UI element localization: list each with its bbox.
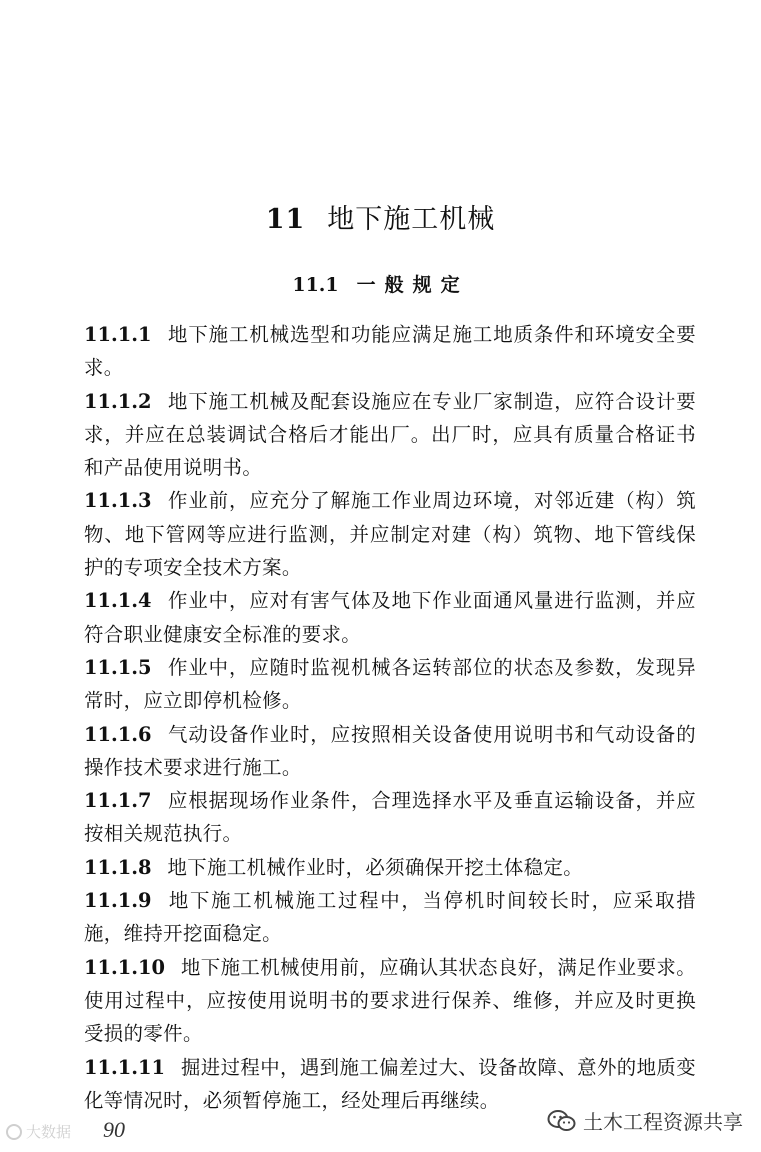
clause-number: 11.1.1 [84,323,152,346]
clause-paragraph [84,884,696,951]
clause-text: 地下施工机械作业时，必须确保开挖土体稳定。 [167,855,584,879]
clause-number: 11.1.4 [84,589,152,613]
clause-number: 11.1.2 [84,389,152,413]
clause-paragraph [84,385,696,485]
clause-number: 11.1.9 [84,889,152,913]
clause-number: 11.1.7 [84,789,152,813]
clause-text: 地下施工机械使用前，应确认其状态良好，满足作业要求。使用过程中，应按使用说明书的要求进行保养、维修，并应及时更换受损的零件。 [84,955,696,1046]
clause-number: 11.1.5 [84,655,152,679]
clause-paragraph [84,718,696,785]
page-number: 90 [103,1117,125,1142]
clause-text: 应根据现场作业条件，合理选择水平及垂直运输设备，并应按相关规范执行。 [84,789,696,846]
watermark-left [6,1121,71,1142]
clause-number: 11.1.3 [84,489,152,513]
clause-text: 地下施工机械及配套设施应在专业厂家制造，应符合设计要求，并应在总装调试合格后才能出厂。出厂时，应具有质量合格证书和产品使用说明书。 [84,389,696,480]
clause-text: 地下施工机械施工过程中，当停机时间较长时，应采取措施，维持开挖面稳定。 [84,889,696,946]
clause-text: 掘进过程中，遇到施工偏差过大、设备故障、意外的地质变化等情况时，必须暂停施工，经处理后再继续。 [84,1055,696,1112]
wechat-icon [547,1109,577,1133]
clause-number: 11.1.6 [84,722,152,746]
section-number: 11.1 [292,274,339,296]
clause-paragraph [84,318,696,385]
clause-paragraph [84,784,696,851]
clause-paragraph [84,951,696,1051]
clause-paragraph [84,484,696,584]
chapter-title [0,197,761,236]
circle-logo-icon [6,1124,22,1140]
clause-text: 气动设备作业时，应按照相关设备使用说明书和气动设备的操作技术要求进行施工。 [84,722,696,779]
clause-paragraph [84,584,696,651]
clause-text: 地下施工机械选型和功能应满足施工地质条件和环境安全要求。 [84,323,696,380]
clause-paragraph [84,851,696,884]
chapter-number: 11 [265,204,306,235]
watermark-left-text: 大数据 [26,1123,72,1141]
clause-number: 11.1.8 [84,855,152,879]
clause-text: 作业中，应随时监视机械各运转部位的状态及参数，发现异常时，应立即停机检修。 [84,655,696,713]
chapter-title-text: 地下施工机械 [327,204,496,235]
clause-text: 作业前，应充分了解施工作业周边环境，对邻近建（构）筑物、地下管网等应进行监测，并应制定对建（构）筑物、地下管线保护的专项安全技术方案。 [84,489,696,580]
clause-list [84,318,696,1117]
clause-number: 11.1.10 [84,955,165,979]
watermark-right-text: 土木工程资源共享 [583,1110,743,1134]
clause-text: 作业中，应对有害气体及地下作业面通风量进行监测，并应符合职业健康安全标准的要求。 [84,589,696,646]
watermark-right [547,1106,743,1135]
clause-number: 11.1.11 [84,1055,165,1079]
section-title [0,270,761,297]
clause-paragraph [84,651,696,718]
section-title-text: 一般规定 [356,274,469,296]
